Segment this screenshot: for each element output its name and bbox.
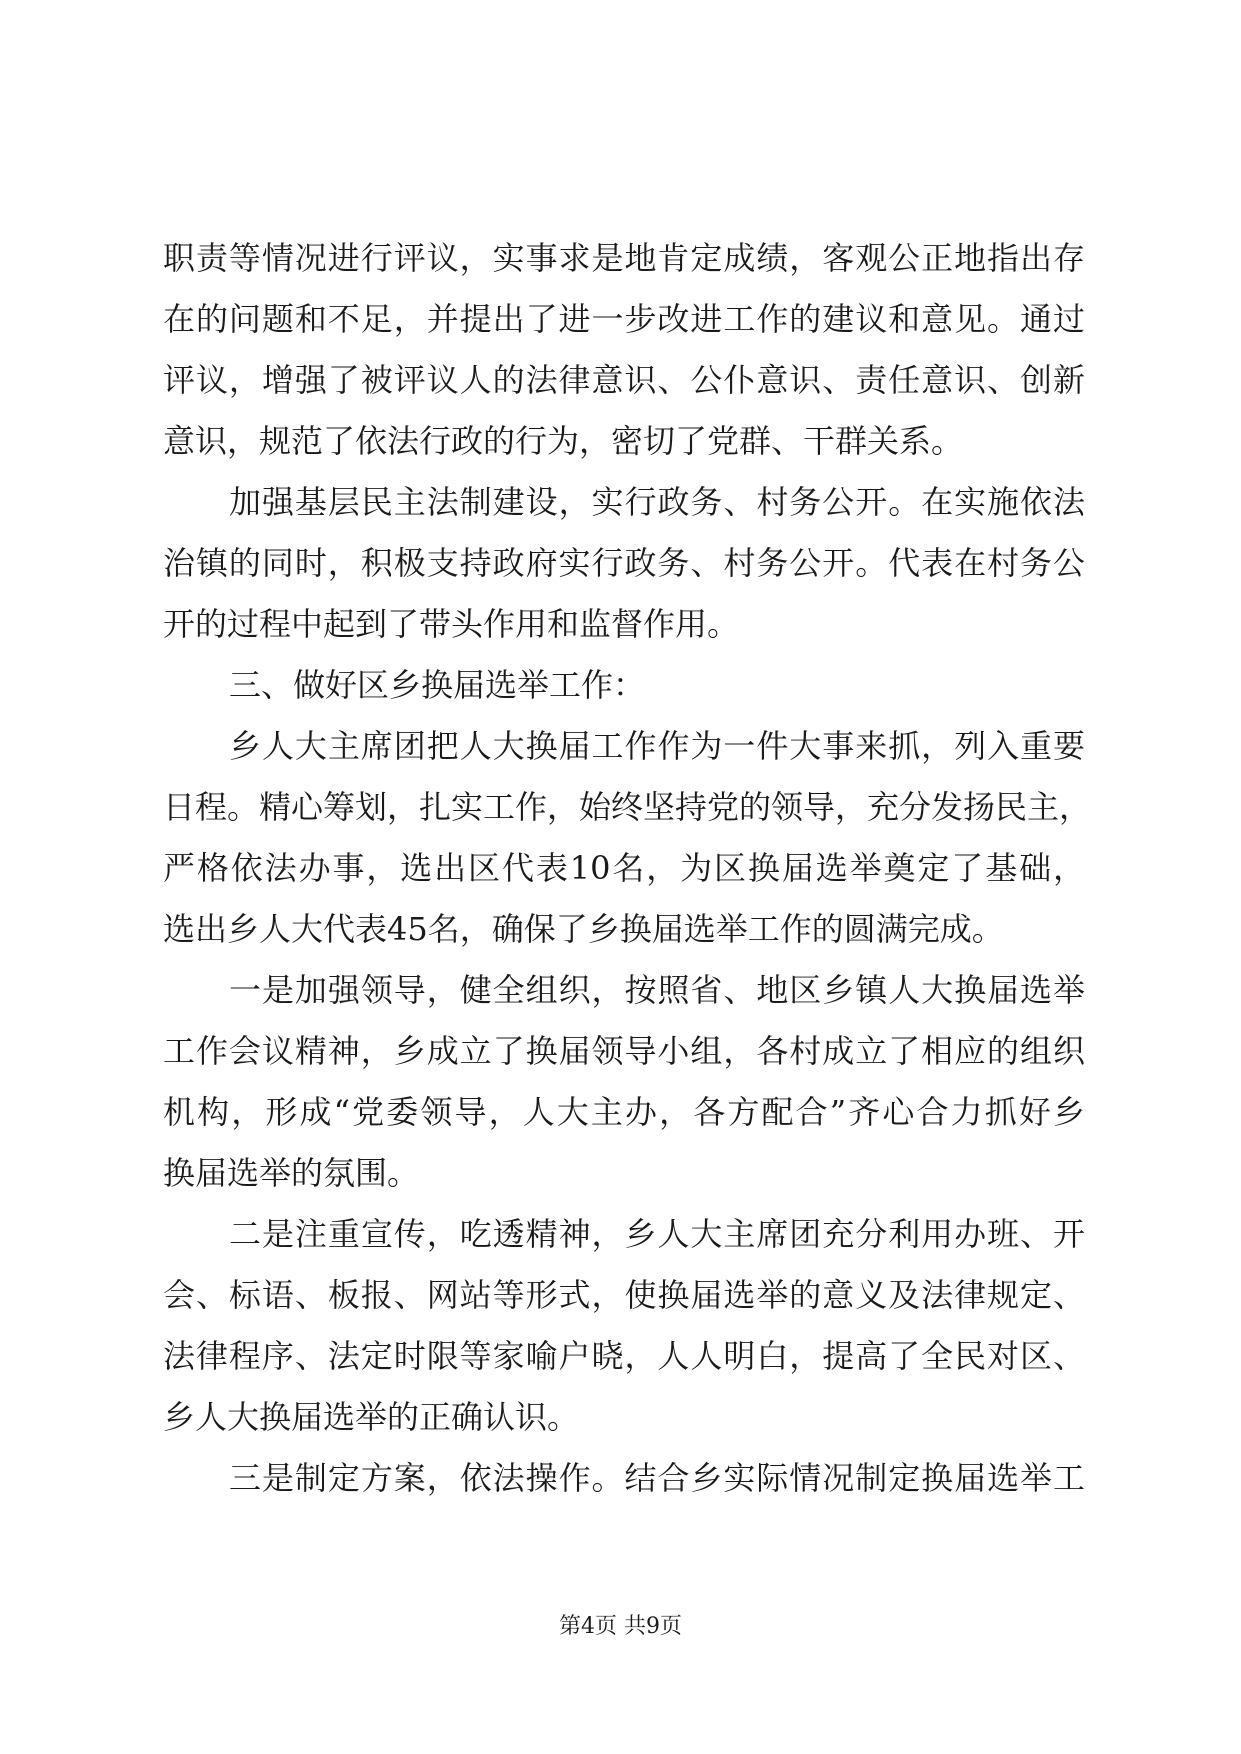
text-line: 三是制定方案，依法操作。结合乡实际情况制定换届选举工 <box>229 1459 1085 1497</box>
text-line: 工作会议精神，乡成立了换届领导小组，各村成立了相应的组织 <box>163 1032 1085 1070</box>
body-text <box>163 228 1092 1509</box>
text-line: 意识，规范了依法行政的行为，密切了党群、干群关系。 <box>163 422 964 460</box>
text-line: 开的过程中起到了带头作用和监督作用。 <box>163 605 740 643</box>
text-line: 机构，形成“党委领导，人大主办，各方配合”齐心合力抓好乡 <box>163 1093 1085 1131</box>
text-line: 严格依法办事，选出区代表10名，为区换届选举奠定了基础， <box>163 849 1085 887</box>
text-line: 三、做好区乡换届选举工作： <box>229 666 646 704</box>
page-number: 第4页 共9页 <box>559 1614 682 1639</box>
text-line: 乡人大主席团把人大换届工作作为一件大事来抓，列入重要 <box>229 727 1085 765</box>
text-line: 换届选举的氛围。 <box>163 1154 420 1192</box>
text-line: 治镇的同时，积极支持政府实行政务、村务公开。代表在村务公 <box>163 544 1085 582</box>
text-line: 二是注重宣传，吃透精神，乡人大主席团充分利用办班、开 <box>229 1215 1085 1253</box>
text-line: 选出乡人大代表45名，确保了乡换届选举工作的圆满完成。 <box>163 910 1004 948</box>
text-line: 在的问题和不足，并提出了进一步改进工作的建议和意见。通过 <box>163 300 1085 338</box>
text-line: 职责等情况进行评议，实事求是地肯定成绩，客观公正地指出存 <box>163 239 1085 277</box>
text-line: 日程。精心筹划，扎实工作，始终坚持党的领导，充分发扬民主， <box>163 788 1092 826</box>
text-line: 一是加强领导，健全组织，按照省、地区乡镇人大换届选举 <box>229 971 1085 1009</box>
text-line: 会、标语、板报、网站等形式，使换届选举的意义及法律规定、 <box>163 1276 1085 1314</box>
text-line: 乡人大换届选举的正确认识。 <box>163 1398 580 1436</box>
page-footer <box>0 1612 1241 1642</box>
text-line: 加强基层民主法制建设，实行政务、村务公开。在实施依法 <box>229 483 1085 521</box>
text-line: 法律程序、法定时限等家喻户晓，人人明白，提高了全民对区、 <box>163 1337 1085 1375</box>
text-line: 评议，增强了被评议人的法律意识、公仆意识、责任意识、创新 <box>163 361 1085 399</box>
